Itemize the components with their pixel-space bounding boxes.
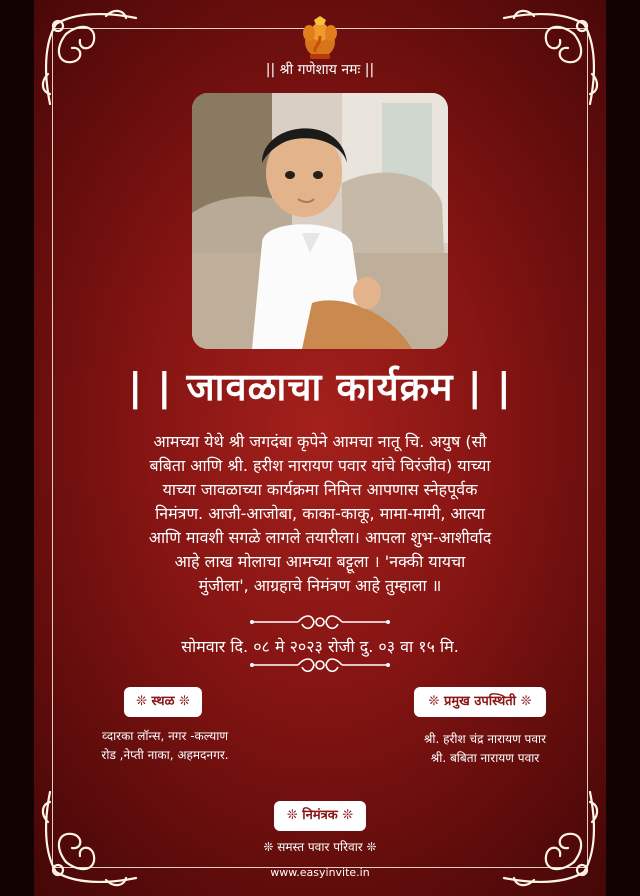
venue-label: ❊ स्थळ ❊: [124, 687, 202, 717]
flourish-divider-top-icon: [250, 612, 390, 632]
message-line: याच्या जावळाच्या कार्यक्रमा निमित्त आपणास स्नेहपूर्वक: [162, 480, 478, 499]
guests-label: ❊ प्रमुख उपस्थिती ❊: [414, 687, 546, 717]
venue-address: [60, 727, 270, 765]
ganesha-icon: [300, 16, 340, 60]
host-label: ❊ निमंत्रक ❊: [274, 801, 366, 831]
corner-ornament-top-left-icon: [36, 4, 156, 114]
child-portrait-icon: [192, 93, 448, 349]
guest-line: श्री. हरीश चंद्र नारायण पवार: [423, 732, 547, 746]
host-family: ❊ समस्त पवार परिवार ❊: [263, 840, 377, 854]
website-link[interactable]: www.easyinvite.in: [270, 866, 370, 879]
venue-line: व्दारका लॉन्स, नगर -कल्याण: [102, 729, 228, 743]
message-line: आणि मावशी सगळे लागले तयारीला। आपला शुभ-आशीर्वाद: [148, 528, 492, 547]
right-border-strip: [606, 0, 640, 896]
corner-ornament-top-right-icon: [484, 4, 604, 114]
message-line: मुंजीला', आग्रहाचे निमंत्रण आहे तुम्हाला ॥: [198, 576, 442, 595]
event-datetime: सोमवार दि. ०८ मे २०२३ रोजी दु. ०३ वा १५ मि.: [181, 637, 459, 656]
guests-list: [370, 730, 600, 768]
flourish-divider-bottom-icon: [250, 655, 390, 675]
child-photo: [192, 93, 448, 349]
mantra-text: || श्री गणेशाय नमः ||: [265, 62, 375, 78]
left-border-strip: [0, 0, 34, 896]
message-line: बबिता आणि श्री. हरीश नारायण पवार यांचे चिरंजीव) याच्या: [149, 456, 491, 475]
guest-line: श्री. बबिता नारायण पवार: [430, 751, 540, 765]
message-line: आमच्या येथे श्री जगदंबा कृपेने आमचा नातू चि. अयुष (सौ: [153, 432, 487, 451]
venue-line: रोड ,नेप्ती नाका, अहमदनगर.: [101, 748, 229, 762]
invitation-message: [80, 430, 560, 598]
event-title: | | जावळाचा कार्यक्रम | |: [128, 365, 512, 409]
message-line: आहे लाख मोलाचा आमच्या बट्टूला । 'नक्की यायचा: [174, 552, 466, 571]
message-line: निमंत्रण. आजी-आजोबा, काका-काकू, मामा-मामी, आत्या: [155, 504, 485, 523]
